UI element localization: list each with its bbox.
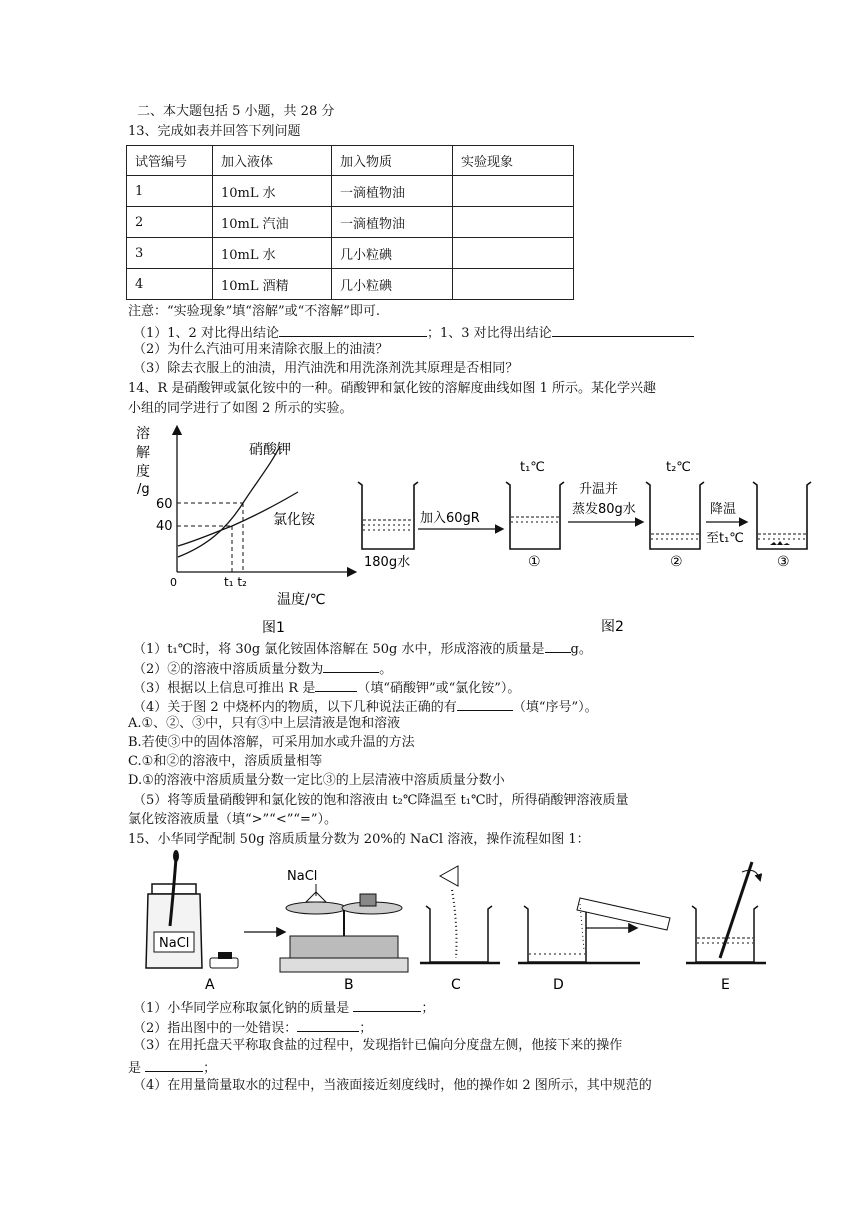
ylabel-char: 溶 [136,426,150,442]
figure-caption: 图2 [601,619,624,635]
figure-caption: 图1 [262,620,285,636]
origin-label: 0 [170,576,177,589]
table-cell: 4 [127,269,213,300]
t-tick-labels: t₁ t₂ [224,575,247,589]
q14-option-b: B.若使③中的固体溶解，可采用加水或升温的方法 [128,735,415,750]
beaker-c [420,866,500,963]
q14-sub3-text-a: （3）根据以上信息可推出 R 是 [133,681,316,696]
q15-sub2 [133,1017,372,1038]
q15-sub2-end: ； [359,1021,373,1036]
beaker-number: ② [670,554,683,570]
beaker-1 [506,482,564,549]
q13-sub1-text-b: ；1、3 对比得出结论 [426,326,552,341]
table-header-row [127,146,574,176]
q14-option-d: D.①的溶液中溶质质量分数一定比③的上层清液中溶质质量分数小 [128,773,505,788]
q15-intro: 15、小华同学配制 50g 溶质质量分数为 20%的 NaCl 溶液，操作流程如图 1： [128,832,590,847]
table-row [127,207,574,238]
table-cell: 10mL 汽油 [213,207,332,238]
step-label: D [553,977,564,993]
temp-label-t2: t₂℃ [666,460,691,475]
table-header-cell: 试管编号 [127,146,213,176]
balance-b [280,884,408,972]
curve-label-kno3: 硝酸钾 [249,442,291,458]
balance-label: NaCl [287,869,318,884]
q15-sub3-line2 [128,1057,216,1078]
step-label: E [721,977,730,993]
q15-sub3-line1: （3）在用托盘天平称取食盐的过程中，发现指针已偏向分度盘左侧，他接下来的操作 [133,1038,623,1053]
q13-title: 13、完成如表并回答下列问题 [128,124,301,139]
beaker-number: ① [528,554,541,570]
q15-sub3-end: ； [203,1061,217,1076]
answer-blank[interactable] [145,1057,203,1072]
table-header-cell: 加入液体 [213,146,332,176]
jar-label: NaCl [159,936,190,951]
table-cell-answer[interactable] [453,207,574,238]
table-row [127,176,574,207]
table-cell-answer[interactable] [453,176,574,207]
answer-blank[interactable] [297,1017,359,1032]
beaker-2 [646,482,704,549]
table-cell-answer[interactable] [453,269,574,300]
solubility-chart [126,420,366,638]
table-cell: 几小粒碘 [332,238,453,269]
q14-option-a: A.①、②、③中，只有③中上层清液是饱和溶液 [128,716,401,731]
table-cell: 3 [127,238,213,269]
answer-blank[interactable] [545,638,571,653]
section-header: 二、本大题包括 5 小题，共 28 分 [137,104,335,119]
table-cell: 10mL 水 [213,176,332,207]
q13-sub1-text-a: （1）1、2 对比得出结论 [133,326,279,341]
q13-note: 注意：“实验现象”填“溶解”或“不溶解”即可. [128,304,381,319]
q13-sub3: （3）除去衣服上的油渍，用汽油洗和用洗涤剂洗其原理是否相同？ [133,361,519,376]
tick-label-40: 40 [156,519,173,534]
q14-sub1-text-a: （1）t₁℃时，将 30g 氯化铵固体溶解在 50g 水中，形成溶液的质量是 [133,642,545,657]
q15-sub4: （4）在用量筒量取水的过程中，当液面接近刻度线时，他的操作如 2 图所示，其中规范的 [133,1078,652,1093]
arrow-label: 加入60gR [420,511,480,526]
step-label: B [344,977,354,993]
beaker-label: 180g水 [364,555,411,570]
x-axis-label: 温度/℃ [277,592,326,608]
q14-sub4-text-b: （填“序号”）。 [512,700,598,715]
process-figure-2 [350,425,830,637]
beaker-water [358,482,418,549]
answer-blank[interactable] [323,658,379,673]
q14-sub1-text-b: g。 [570,642,592,657]
beaker-d [518,898,670,963]
answer-blank[interactable] [457,696,513,711]
table-cell: 一滴植物油 [332,207,453,238]
beaker-3 [753,482,811,549]
arrow-label: 至t₁℃ [706,531,744,546]
q14-intro-1: 14、R 是硝酸钾或氯化铵中的一种。硝酸钾和氯化铵的溶解度曲线如图 1 所示。某化学兴趣 [128,381,656,396]
q14-intro-2: 小组的同学进行了如图 2 所示的实验。 [128,401,353,416]
q13-sub1 [133,322,694,343]
q15-sub1-text: （1）小华同学应称取氯化钠的质量是 [133,1001,350,1016]
table-cell: 几小粒碘 [332,269,453,300]
ylabel-char: 度 [136,464,150,480]
q14-option-c: C.①和②的溶液中，溶质质量相等 [128,754,323,769]
answer-blank[interactable] [315,677,357,692]
table-cell: 2 [127,207,213,238]
q13-table [126,145,574,300]
procedure-figure [140,846,780,994]
q14-sub3 [133,677,520,698]
table-cell: 一滴植物油 [332,176,453,207]
answer-blank[interactable] [552,322,694,337]
table-cell: 10mL 酒精 [213,269,332,300]
beaker-number: ③ [777,554,790,570]
q15-sub2-text: （2）指出图中的一处错误： [133,1021,298,1036]
table-row [127,238,574,269]
arrow-label: 蒸发80g水 [572,502,636,517]
step-label: C [451,977,461,993]
table-cell: 1 [127,176,213,207]
ylabel-char: 解 [136,445,150,461]
q14-sub5-line1: （5）将等质量硝酸钾和氯化铵的饱和溶液由 t₂℃降温至 t₁℃时，所得硝酸钾溶液质量 [133,793,629,808]
arrow-label: 降温 [710,502,737,517]
q14-sub2-text-b: 。 [379,662,393,677]
tick-label-60: 60 [156,497,173,512]
arrow-label: 升温并 [579,482,619,497]
q14-sub4 [133,696,598,717]
beaker-e [686,862,766,963]
answer-blank[interactable] [353,997,421,1012]
table-header-cell: 加入物质 [332,146,453,176]
q14-sub2 [133,658,392,679]
table-cell: 10mL 水 [213,238,332,269]
q15-sub1-end: ； [421,1001,435,1016]
step-label: A [205,977,215,993]
answer-blank[interactable] [279,322,427,337]
table-header-cell: 实验现象 [453,146,574,176]
table-cell-answer[interactable] [453,238,574,269]
q15-sub3-text: 是 [128,1061,142,1076]
q14-sub4-text-a: （4）关于图 2 中烧杯内的物质，以下几种说法正确的有 [133,700,457,715]
q14-sub1 [133,638,592,659]
q14-sub2-text-a: （2）②的溶液中溶质质量分数为 [133,662,324,677]
q15-sub1 [133,997,434,1018]
ylabel-unit: /g [137,482,150,497]
q14-sub3-text-b: （填“硝酸钾”或“氯化铵”）。 [357,681,521,696]
q14-sub5-line2: 氯化铵溶液质量（填“>”“<”“=”）。 [128,812,338,827]
curve-label-nh4cl: 氯化铵 [273,512,315,528]
temp-label-t1: t₁℃ [520,460,545,475]
table-row [127,269,574,300]
q13-sub2: （2）为什么汽油可用来清除衣服上的油渍？ [133,342,389,357]
